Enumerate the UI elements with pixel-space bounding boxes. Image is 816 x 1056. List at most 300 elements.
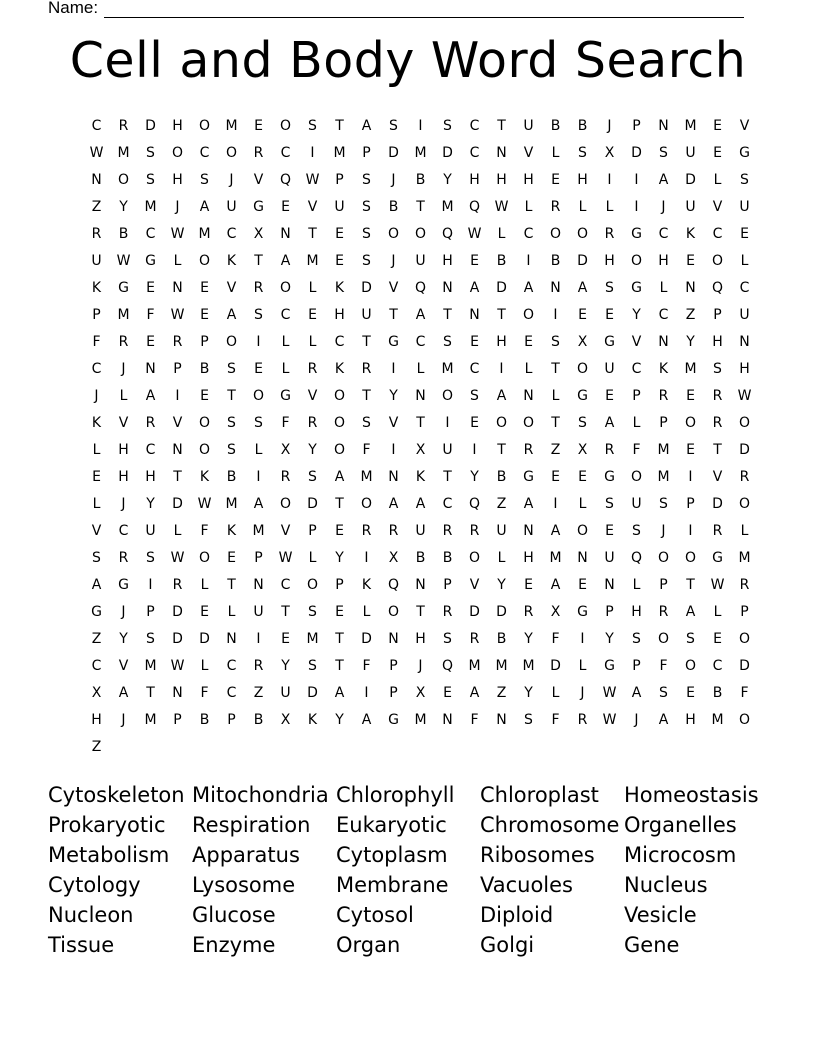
- grid-letter[interactable]: S: [308, 657, 317, 674]
- grid-letter[interactable]: R: [739, 576, 750, 593]
- grid-letter[interactable]: S: [362, 414, 371, 431]
- grid-letter[interactable]: R: [550, 198, 561, 215]
- grid-letter[interactable]: Y: [632, 306, 641, 323]
- grid-letter[interactable]: V: [523, 144, 534, 161]
- grid-letter[interactable]: H: [739, 360, 750, 377]
- grid-letter[interactable]: E: [686, 441, 695, 458]
- grid-letter[interactable]: G: [91, 603, 102, 620]
- grid-letter[interactable]: D: [496, 279, 507, 296]
- grid-letter[interactable]: D: [712, 495, 723, 512]
- grid-letter[interactable]: W: [116, 252, 131, 269]
- grid-letter[interactable]: O: [738, 414, 751, 431]
- grid-letter[interactable]: A: [523, 279, 534, 296]
- grid-letter[interactable]: P: [335, 576, 344, 593]
- grid-letter[interactable]: Z: [685, 306, 696, 323]
- grid-letter[interactable]: E: [200, 603, 209, 620]
- grid-letter[interactable]: C: [658, 306, 669, 323]
- grid-letter[interactable]: V: [307, 198, 318, 215]
- grid-letter[interactable]: G: [253, 198, 264, 215]
- grid-letter[interactable]: R: [442, 522, 453, 539]
- grid-letter[interactable]: S: [227, 360, 236, 377]
- grid-letter[interactable]: A: [550, 576, 561, 593]
- grid-letter[interactable]: K: [226, 252, 237, 269]
- grid-letter[interactable]: I: [445, 414, 450, 431]
- grid-letter[interactable]: J: [121, 495, 126, 512]
- grid-letter[interactable]: X: [91, 684, 102, 701]
- grid-letter[interactable]: M: [360, 468, 373, 485]
- grid-letter[interactable]: Y: [686, 333, 695, 350]
- grid-letter[interactable]: M: [522, 657, 535, 674]
- grid-letter[interactable]: I: [310, 144, 315, 161]
- grid-letter[interactable]: T: [254, 252, 263, 269]
- grid-letter[interactable]: K: [226, 522, 237, 539]
- grid-letter[interactable]: E: [470, 252, 479, 269]
- grid-letter[interactable]: K: [91, 279, 102, 296]
- grid-letter[interactable]: M: [414, 711, 427, 728]
- grid-letter[interactable]: L: [524, 360, 533, 377]
- grid-letter[interactable]: L: [740, 522, 749, 539]
- grid-letter[interactable]: F: [551, 711, 560, 728]
- grid-letter[interactable]: D: [307, 495, 318, 512]
- grid-letter[interactable]: N: [388, 468, 399, 485]
- grid-letter[interactable]: P: [659, 576, 668, 593]
- grid-letter[interactable]: H: [523, 171, 534, 188]
- grid-letter[interactable]: S: [146, 171, 155, 188]
- grid-letter[interactable]: E: [200, 306, 209, 323]
- grid-letter[interactable]: M: [144, 657, 157, 674]
- grid-letter[interactable]: J: [229, 171, 234, 188]
- grid-letter[interactable]: T: [416, 198, 425, 215]
- grid-letter[interactable]: G: [739, 144, 750, 161]
- grid-letter[interactable]: H: [712, 333, 723, 350]
- grid-letter[interactable]: D: [739, 441, 750, 458]
- grid-letter[interactable]: C: [712, 225, 723, 242]
- grid-letter[interactable]: M: [549, 549, 562, 566]
- grid-letter[interactable]: D: [442, 144, 453, 161]
- grid-letter[interactable]: V: [388, 414, 399, 431]
- grid-letter[interactable]: S: [389, 117, 398, 134]
- grid-letter[interactable]: Y: [335, 711, 344, 728]
- grid-letter[interactable]: S: [551, 333, 560, 350]
- grid-letter[interactable]: B: [442, 549, 453, 566]
- grid-letter[interactable]: G: [145, 252, 156, 269]
- grid-letter[interactable]: C: [145, 441, 156, 458]
- grid-letter[interactable]: E: [146, 333, 155, 350]
- grid-letter[interactable]: A: [658, 171, 669, 188]
- grid-letter[interactable]: R: [739, 468, 750, 485]
- grid-letter[interactable]: P: [173, 711, 182, 728]
- grid-letter[interactable]: U: [415, 252, 426, 269]
- grid-letter[interactable]: W: [89, 144, 104, 161]
- grid-letter[interactable]: U: [604, 360, 615, 377]
- grid-letter[interactable]: T: [335, 495, 344, 512]
- grid-letter[interactable]: A: [469, 279, 480, 296]
- grid-letter[interactable]: W: [602, 711, 617, 728]
- grid-letter[interactable]: K: [334, 279, 345, 296]
- grid-letter[interactable]: S: [605, 495, 614, 512]
- grid-letter[interactable]: M: [225, 495, 238, 512]
- grid-letter[interactable]: N: [280, 225, 291, 242]
- grid-letter[interactable]: T: [146, 684, 155, 701]
- grid-letter[interactable]: I: [499, 360, 504, 377]
- grid-letter[interactable]: Z: [550, 441, 561, 458]
- grid-letter[interactable]: R: [523, 441, 534, 458]
- grid-letter[interactable]: B: [226, 468, 237, 485]
- grid-letter[interactable]: E: [713, 144, 722, 161]
- grid-letter[interactable]: O: [225, 144, 238, 161]
- grid-letter[interactable]: D: [388, 144, 399, 161]
- grid-letter[interactable]: F: [740, 684, 749, 701]
- grid-letter[interactable]: X: [577, 441, 588, 458]
- grid-letter[interactable]: A: [361, 711, 372, 728]
- grid-letter[interactable]: S: [362, 171, 371, 188]
- grid-letter[interactable]: R: [307, 360, 318, 377]
- grid-letter[interactable]: W: [170, 225, 185, 242]
- grid-letter[interactable]: E: [335, 225, 344, 242]
- grid-letter[interactable]: T: [335, 657, 344, 674]
- grid-letter[interactable]: G: [118, 576, 129, 593]
- grid-letter[interactable]: Q: [441, 657, 454, 674]
- grid-letter[interactable]: F: [92, 333, 101, 350]
- grid-letter[interactable]: U: [280, 684, 291, 701]
- grid-letter[interactable]: S: [470, 387, 479, 404]
- grid-letter[interactable]: J: [121, 711, 126, 728]
- grid-letter[interactable]: J: [94, 387, 99, 404]
- grid-letter[interactable]: E: [740, 225, 749, 242]
- grid-letter[interactable]: H: [658, 252, 669, 269]
- grid-letter[interactable]: N: [172, 279, 183, 296]
- grid-letter[interactable]: S: [146, 630, 155, 647]
- grid-letter[interactable]: I: [634, 171, 639, 188]
- grid-letter[interactable]: V: [226, 279, 237, 296]
- grid-letter[interactable]: T: [335, 630, 344, 647]
- grid-letter[interactable]: S: [443, 333, 452, 350]
- grid-letter[interactable]: S: [443, 630, 452, 647]
- grid-letter[interactable]: Z: [496, 684, 507, 701]
- grid-letter[interactable]: T: [551, 360, 560, 377]
- grid-letter[interactable]: G: [604, 333, 615, 350]
- grid-letter[interactable]: S: [362, 252, 371, 269]
- grid-letter[interactable]: O: [684, 414, 697, 431]
- grid-letter[interactable]: L: [281, 360, 290, 377]
- grid-letter[interactable]: E: [146, 279, 155, 296]
- grid-letter[interactable]: D: [361, 630, 372, 647]
- grid-letter[interactable]: X: [415, 684, 426, 701]
- grid-letter[interactable]: I: [634, 198, 639, 215]
- grid-letter[interactable]: B: [550, 252, 561, 269]
- grid-letter[interactable]: B: [415, 549, 426, 566]
- grid-letter[interactable]: B: [199, 711, 210, 728]
- grid-letter[interactable]: L: [578, 198, 587, 215]
- grid-letter[interactable]: W: [278, 549, 293, 566]
- grid-letter[interactable]: O: [279, 495, 292, 512]
- grid-letter[interactable]: U: [685, 144, 696, 161]
- grid-letter[interactable]: Q: [441, 225, 454, 242]
- grid-letter[interactable]: O: [360, 495, 373, 512]
- grid-letter[interactable]: X: [280, 711, 291, 728]
- grid-letter[interactable]: O: [468, 549, 481, 566]
- grid-letter[interactable]: P: [659, 414, 668, 431]
- grid-letter[interactable]: Q: [387, 576, 400, 593]
- grid-letter[interactable]: P: [146, 603, 155, 620]
- grid-letter[interactable]: L: [713, 603, 722, 620]
- grid-letter[interactable]: I: [256, 333, 261, 350]
- grid-letter[interactable]: X: [415, 441, 426, 458]
- grid-letter[interactable]: N: [442, 279, 453, 296]
- grid-letter[interactable]: G: [712, 549, 723, 566]
- grid-letter[interactable]: O: [333, 441, 346, 458]
- grid-letter[interactable]: T: [308, 225, 317, 242]
- grid-letter[interactable]: V: [91, 522, 102, 539]
- grid-letter[interactable]: B: [253, 711, 264, 728]
- grid-letter[interactable]: O: [333, 414, 346, 431]
- grid-letter[interactable]: Y: [308, 441, 317, 458]
- grid-letter[interactable]: C: [280, 144, 291, 161]
- grid-letter[interactable]: S: [578, 414, 587, 431]
- grid-letter[interactable]: N: [658, 333, 669, 350]
- grid-letter[interactable]: A: [631, 684, 642, 701]
- name-field[interactable]: [48, 0, 744, 18]
- grid-letter[interactable]: C: [658, 225, 669, 242]
- grid-letter[interactable]: M: [441, 360, 454, 377]
- grid-letter[interactable]: P: [389, 684, 398, 701]
- grid-letter[interactable]: E: [200, 279, 209, 296]
- grid-letter[interactable]: A: [91, 576, 102, 593]
- grid-letter[interactable]: L: [362, 603, 371, 620]
- grid-letter[interactable]: I: [472, 441, 477, 458]
- grid-letter[interactable]: U: [685, 198, 696, 215]
- grid-letter[interactable]: N: [523, 387, 534, 404]
- grid-letter[interactable]: B: [712, 684, 723, 701]
- grid-letter[interactable]: O: [657, 549, 670, 566]
- grid-letter[interactable]: H: [496, 171, 507, 188]
- grid-letter[interactable]: T: [443, 306, 452, 323]
- grid-letter[interactable]: N: [253, 576, 264, 593]
- grid-letter[interactable]: O: [576, 522, 589, 539]
- grid-letter[interactable]: S: [200, 171, 209, 188]
- grid-letter[interactable]: U: [91, 252, 102, 269]
- grid-letter[interactable]: J: [391, 171, 396, 188]
- grid-letter[interactable]: P: [227, 711, 236, 728]
- grid-letter[interactable]: G: [388, 333, 399, 350]
- grid-letter[interactable]: N: [739, 333, 750, 350]
- grid-letter[interactable]: M: [144, 711, 157, 728]
- grid-letter[interactable]: S: [443, 117, 452, 134]
- grid-letter[interactable]: F: [200, 522, 209, 539]
- grid-letter[interactable]: S: [524, 711, 533, 728]
- grid-letter[interactable]: S: [146, 144, 155, 161]
- grid-letter[interactable]: R: [118, 117, 129, 134]
- grid-letter[interactable]: V: [712, 468, 723, 485]
- grid-letter[interactable]: C: [712, 657, 723, 674]
- grid-letter[interactable]: R: [253, 144, 264, 161]
- grid-letter[interactable]: B: [496, 630, 507, 647]
- grid-letter[interactable]: M: [657, 468, 670, 485]
- grid-letter[interactable]: Y: [119, 630, 128, 647]
- grid-letter[interactable]: P: [308, 522, 317, 539]
- grid-letter[interactable]: R: [172, 333, 183, 350]
- grid-letter[interactable]: S: [632, 522, 641, 539]
- grid-letter[interactable]: N: [415, 387, 426, 404]
- grid-letter[interactable]: N: [415, 576, 426, 593]
- grid-letter[interactable]: T: [551, 414, 560, 431]
- grid-letter[interactable]: C: [199, 144, 210, 161]
- grid-letter[interactable]: N: [496, 144, 507, 161]
- grid-letter[interactable]: E: [713, 630, 722, 647]
- grid-letter[interactable]: P: [632, 657, 641, 674]
- grid-letter[interactable]: E: [443, 684, 452, 701]
- grid-letter[interactable]: R: [604, 225, 615, 242]
- grid-letter[interactable]: X: [388, 549, 399, 566]
- grid-letter[interactable]: E: [524, 333, 533, 350]
- grid-letter[interactable]: H: [415, 630, 426, 647]
- grid-letter[interactable]: L: [254, 441, 263, 458]
- grid-letter[interactable]: A: [577, 279, 588, 296]
- grid-letter[interactable]: U: [739, 198, 750, 215]
- grid-letter[interactable]: K: [658, 360, 669, 377]
- grid-letter[interactable]: E: [605, 522, 614, 539]
- grid-letter[interactable]: O: [333, 387, 346, 404]
- grid-letter[interactable]: Q: [414, 279, 427, 296]
- grid-letter[interactable]: S: [227, 414, 236, 431]
- grid-letter[interactable]: R: [172, 576, 183, 593]
- grid-letter[interactable]: E: [335, 252, 344, 269]
- grid-letter[interactable]: H: [118, 441, 129, 458]
- grid-letter[interactable]: T: [362, 387, 371, 404]
- grid-letter[interactable]: W: [710, 576, 725, 593]
- grid-letter[interactable]: O: [738, 630, 751, 647]
- grid-letter[interactable]: J: [121, 360, 126, 377]
- grid-letter[interactable]: N: [226, 630, 237, 647]
- grid-letter[interactable]: N: [469, 306, 480, 323]
- grid-letter[interactable]: L: [200, 657, 209, 674]
- grid-letter[interactable]: L: [281, 333, 290, 350]
- grid-letter[interactable]: W: [305, 171, 320, 188]
- grid-letter[interactable]: X: [604, 144, 615, 161]
- grid-letter[interactable]: T: [389, 306, 398, 323]
- grid-letter[interactable]: M: [684, 360, 697, 377]
- grid-letter[interactable]: E: [92, 468, 101, 485]
- grid-letter[interactable]: L: [92, 441, 101, 458]
- grid-letter[interactable]: Z: [91, 198, 102, 215]
- grid-letter[interactable]: O: [522, 306, 535, 323]
- grid-letter[interactable]: N: [172, 684, 183, 701]
- grid-letter[interactable]: E: [686, 684, 695, 701]
- grid-letter[interactable]: B: [199, 360, 210, 377]
- grid-letter[interactable]: P: [389, 657, 398, 674]
- grid-letter[interactable]: K: [199, 468, 210, 485]
- grid-letter[interactable]: N: [577, 549, 588, 566]
- grid-letter[interactable]: A: [334, 684, 345, 701]
- grid-letter[interactable]: K: [685, 225, 696, 242]
- grid-letter[interactable]: U: [334, 198, 345, 215]
- grid-letter[interactable]: X: [280, 441, 291, 458]
- grid-letter[interactable]: E: [551, 171, 560, 188]
- grid-letter[interactable]: R: [469, 630, 480, 647]
- grid-letter[interactable]: O: [306, 576, 319, 593]
- grid-letter[interactable]: E: [227, 549, 236, 566]
- grid-letter[interactable]: I: [688, 522, 693, 539]
- grid-letter[interactable]: E: [578, 468, 587, 485]
- grid-letter[interactable]: G: [631, 279, 642, 296]
- grid-letter[interactable]: Y: [524, 684, 533, 701]
- grid-letter[interactable]: Y: [497, 576, 506, 593]
- grid-letter[interactable]: L: [200, 576, 209, 593]
- grid-letter[interactable]: M: [684, 117, 697, 134]
- grid-letter[interactable]: C: [739, 279, 750, 296]
- grid-letter[interactable]: A: [523, 495, 534, 512]
- grid-letter[interactable]: L: [605, 198, 614, 215]
- grid-letter[interactable]: I: [580, 630, 585, 647]
- grid-letter[interactable]: W: [494, 198, 509, 215]
- grid-letter[interactable]: R: [361, 360, 372, 377]
- grid-letter[interactable]: C: [118, 522, 129, 539]
- grid-letter[interactable]: N: [388, 630, 399, 647]
- grid-letter[interactable]: O: [225, 333, 238, 350]
- grid-letter[interactable]: C: [226, 657, 237, 674]
- grid-letter[interactable]: D: [307, 684, 318, 701]
- grid-letter[interactable]: C: [442, 495, 453, 512]
- grid-letter[interactable]: G: [280, 387, 291, 404]
- grid-letter[interactable]: Y: [119, 198, 128, 215]
- grid-letter[interactable]: J: [391, 252, 396, 269]
- grid-letter[interactable]: L: [416, 360, 425, 377]
- grid-letter[interactable]: P: [713, 306, 722, 323]
- grid-letter[interactable]: S: [578, 144, 587, 161]
- grid-letter[interactable]: O: [711, 252, 724, 269]
- grid-letter[interactable]: Y: [605, 630, 614, 647]
- grid-letter[interactable]: M: [306, 252, 319, 269]
- grid-letter[interactable]: I: [391, 441, 396, 458]
- grid-letter[interactable]: H: [577, 171, 588, 188]
- grid-letter[interactable]: E: [686, 387, 695, 404]
- grid-letter[interactable]: N: [91, 171, 102, 188]
- grid-letter[interactable]: H: [91, 711, 102, 728]
- grid-letter[interactable]: A: [415, 495, 426, 512]
- grid-letter[interactable]: F: [362, 441, 371, 458]
- grid-letter[interactable]: B: [496, 468, 507, 485]
- grid-letter[interactable]: G: [604, 468, 615, 485]
- grid-letter[interactable]: L: [632, 576, 641, 593]
- grid-letter[interactable]: O: [738, 711, 751, 728]
- grid-letter[interactable]: H: [523, 549, 534, 566]
- grid-letter[interactable]: R: [577, 711, 588, 728]
- grid-letter[interactable]: G: [523, 468, 534, 485]
- grid-letter[interactable]: E: [335, 522, 344, 539]
- grid-letter[interactable]: V: [118, 657, 129, 674]
- grid-letter[interactable]: D: [145, 117, 156, 134]
- grid-letter[interactable]: G: [118, 279, 129, 296]
- grid-letter[interactable]: I: [607, 171, 612, 188]
- grid-letter[interactable]: R: [658, 603, 669, 620]
- grid-letter[interactable]: O: [171, 144, 184, 161]
- grid-letter[interactable]: J: [634, 711, 639, 728]
- grid-letter[interactable]: O: [441, 387, 454, 404]
- grid-letter[interactable]: H: [334, 306, 345, 323]
- grid-letter[interactable]: M: [198, 225, 211, 242]
- grid-letter[interactable]: L: [524, 198, 533, 215]
- grid-letter[interactable]: M: [144, 198, 157, 215]
- grid-letter[interactable]: M: [711, 711, 724, 728]
- grid-letter[interactable]: I: [553, 306, 558, 323]
- grid-letter[interactable]: C: [280, 306, 291, 323]
- grid-letter[interactable]: A: [334, 468, 345, 485]
- grid-letter[interactable]: G: [604, 657, 615, 674]
- grid-letter[interactable]: L: [92, 495, 101, 512]
- grid-letter[interactable]: V: [631, 333, 642, 350]
- grid-letter[interactable]: R: [469, 522, 480, 539]
- grid-letter[interactable]: O: [414, 225, 427, 242]
